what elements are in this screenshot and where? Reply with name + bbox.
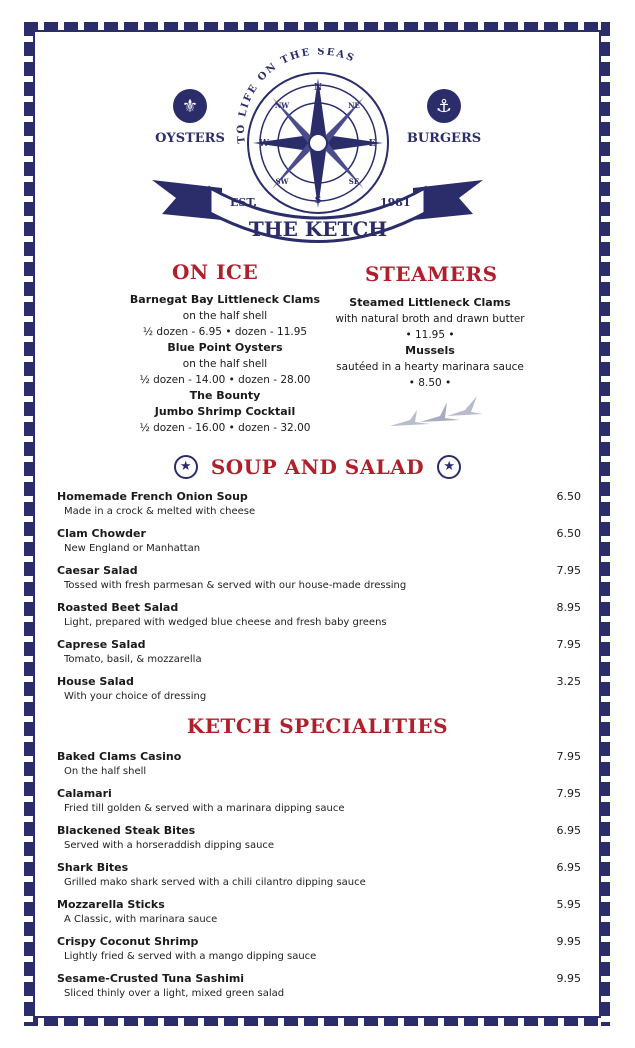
item-desc: Sliced thinly over a light, mixed green salad <box>64 988 285 999</box>
the-ketch-logo <box>150 48 485 248</box>
list-item <box>57 490 581 527</box>
item-name: Clam Chowder <box>57 527 146 540</box>
item-price: 7.95 <box>556 638 581 651</box>
list-item <box>57 601 581 638</box>
item-desc: Lightly fried & served with a mango dipping sauce <box>64 951 317 962</box>
item-price: ½ dozen - 16.00 • dozen - 32.00 <box>139 422 311 434</box>
list-item <box>57 564 581 601</box>
item-desc: on the half shell <box>182 310 268 322</box>
list-item <box>57 787 581 824</box>
item-desc: Grilled mako shark served with a chili cilantro dipping sauce <box>64 877 366 888</box>
item-price: • 8.50 • <box>408 377 452 389</box>
item-name: Baked Clams Casino <box>57 750 182 763</box>
restaurant-name: THE KETCH <box>248 217 388 241</box>
item-name: House Salad <box>57 675 134 688</box>
item-desc: New England or Manhattan <box>64 543 201 554</box>
item-desc: Fried till golden & served with a marinara dipping sauce <box>64 803 345 814</box>
list-item <box>110 340 340 388</box>
anchor-icon <box>427 89 461 123</box>
specialities-list <box>57 750 581 1012</box>
fleur-de-lis-icon <box>173 89 207 123</box>
svg-text:⚓: ⚓ <box>435 96 453 117</box>
seagulls-icon <box>385 392 485 432</box>
item-desc: Tomato, basil, & mozzarella <box>64 654 202 665</box>
item-name: Crispy Coconut Shrimp <box>57 935 199 948</box>
item-name: Caprese Salad <box>57 638 146 651</box>
item-subname: Jumbo Shrimp Cocktail <box>154 405 296 418</box>
soup-salad-header <box>0 455 635 479</box>
item-price: 6.95 <box>556 861 581 874</box>
list-item <box>320 343 540 391</box>
star-icon: ★ <box>174 455 198 479</box>
item-price: 7.95 <box>556 787 581 800</box>
item-price: 3.25 <box>556 675 581 688</box>
list-item <box>57 638 581 675</box>
item-desc: Light, prepared with wedged blue cheese and fresh baby greens <box>64 617 387 628</box>
item-name: Homemade French Onion Soup <box>57 490 248 503</box>
on-ice-list <box>110 292 340 436</box>
item-desc: A Classic, with marinara sauce <box>64 914 218 925</box>
compass-se: SE <box>348 177 360 186</box>
item-name: Calamari <box>57 787 112 800</box>
compass-ne: NE <box>348 101 360 110</box>
compass-w: W <box>258 139 270 149</box>
item-desc: Served with a horseraddish dipping sauce <box>64 840 275 851</box>
svg-text:⚜: ⚜ <box>181 96 199 117</box>
item-desc: On the half shell <box>64 766 147 777</box>
item-desc: on the half shell <box>182 358 268 370</box>
soup-salad-list <box>57 490 581 714</box>
item-price: 6.95 <box>556 824 581 837</box>
steamers-list <box>320 295 540 391</box>
item-price: 6.50 <box>556 527 581 540</box>
list-item <box>57 972 581 1009</box>
oysters-label: OYSTERS <box>155 131 225 146</box>
item-price: 5.95 <box>556 898 581 911</box>
item-price: ½ dozen - 6.95 • dozen - 11.95 <box>142 326 308 338</box>
star-icon: ★ <box>437 455 461 479</box>
specialities-title: KETCH SPECIALITIES <box>186 714 449 738</box>
on-ice-title: ON ICE <box>172 260 259 284</box>
item-name: Barnegat Bay Littleneck Clams <box>129 293 321 306</box>
est-label: EST. <box>230 196 257 209</box>
compass-s: S <box>314 196 322 206</box>
burgers-label: BURGERS <box>406 131 482 146</box>
item-price: 9.95 <box>556 972 581 985</box>
item-name: The Bounty <box>189 389 261 402</box>
item-name: Sesame-Crusted Tuna Sashimi <box>57 972 245 985</box>
est-year: 1981 <box>380 196 411 209</box>
steamers-title: STEAMERS <box>365 262 498 286</box>
compass-n: N <box>313 83 323 93</box>
soup-salad-title: SOUP AND SALAD <box>210 455 425 479</box>
list-item <box>57 675 581 712</box>
item-desc: With your choice of dressing <box>64 691 207 702</box>
item-price: 7.95 <box>556 564 581 577</box>
compass-nw: NW <box>274 101 290 110</box>
item-name: Roasted Beet Salad <box>57 601 179 614</box>
list-item <box>110 292 340 340</box>
item-price: 9.95 <box>556 935 581 948</box>
compass-sw: SW <box>275 177 289 186</box>
item-price: 6.50 <box>556 490 581 503</box>
arc-slogan: TO LIFE ON THE SEAS <box>235 48 358 144</box>
list-item <box>320 295 540 343</box>
item-desc: Tossed with fresh parmesan & served with our house-made dressing <box>64 580 407 591</box>
item-name: Caesar Salad <box>57 564 138 577</box>
item-name: Blue Point Oysters <box>167 341 283 354</box>
item-name: Shark Bites <box>57 861 129 874</box>
list-item <box>57 750 581 787</box>
item-desc: sautéed in a hearty marinara sauce <box>336 361 524 373</box>
item-name: Mozzarella Sticks <box>57 898 165 911</box>
list-item <box>110 388 340 436</box>
item-price: ½ dozen - 14.00 • dozen - 28.00 <box>139 374 311 386</box>
item-desc: Made in a crock & melted with cheese <box>64 506 256 517</box>
list-item <box>57 861 581 898</box>
item-name: Mussels <box>405 344 455 357</box>
item-price: 8.95 <box>556 601 581 614</box>
item-name: Steamed Littleneck Clams <box>349 296 511 309</box>
item-desc: with natural broth and drawn butter <box>335 313 525 325</box>
item-price: • 11.95 • <box>405 329 455 341</box>
item-name: Blackened Steak Bites <box>57 824 196 837</box>
list-item <box>57 527 581 564</box>
compass-e: E <box>368 139 376 149</box>
list-item <box>57 935 581 972</box>
item-price: 7.95 <box>556 750 581 763</box>
list-item <box>57 824 581 861</box>
list-item <box>57 898 581 935</box>
